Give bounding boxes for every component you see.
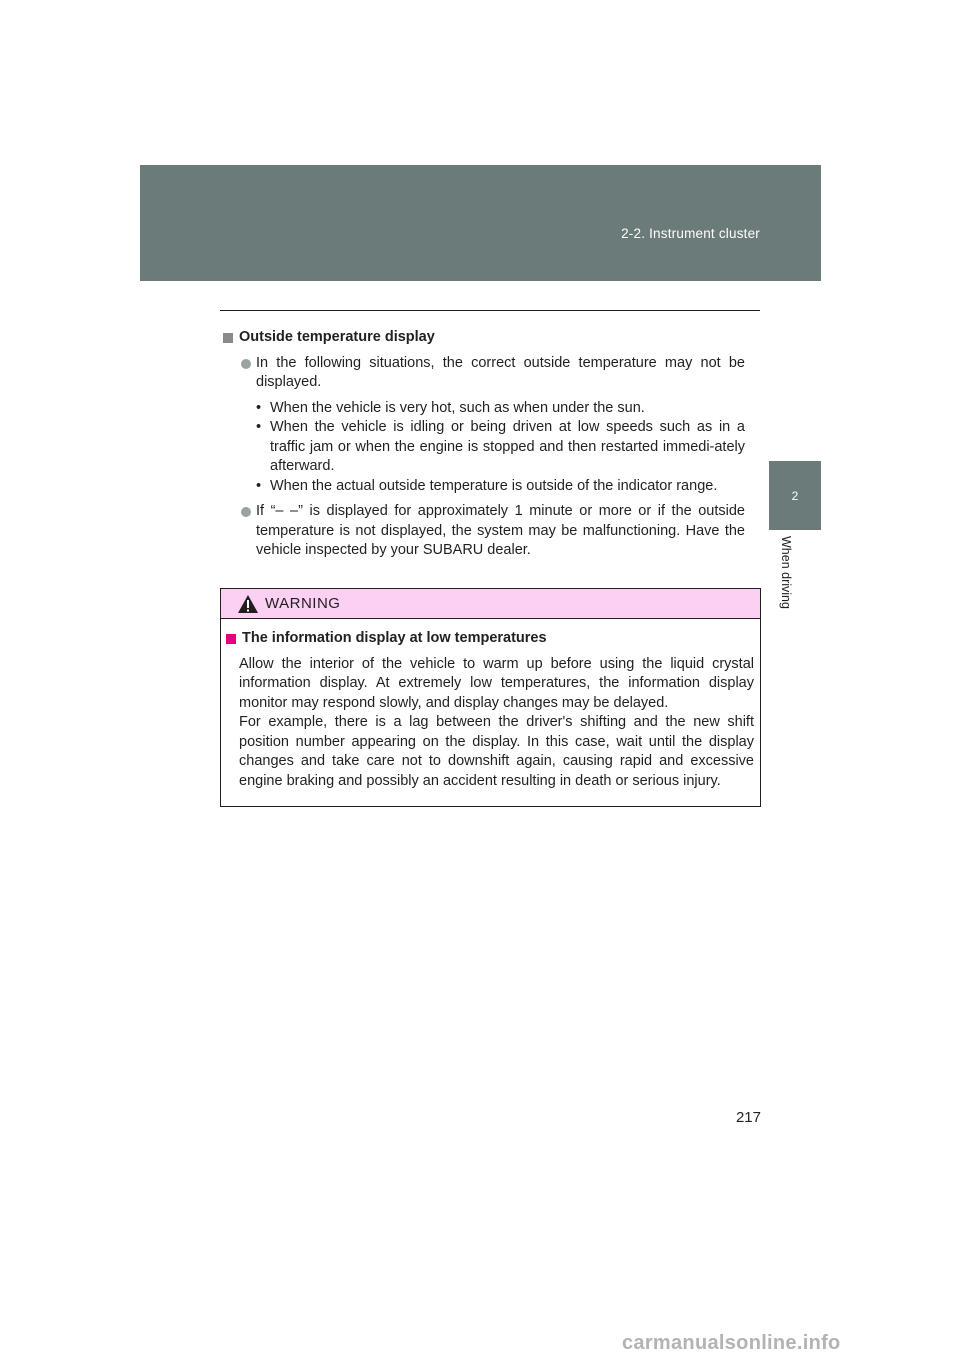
chapter-tab	[769, 461, 821, 530]
paragraph	[241, 502, 745, 561]
list-item: • When the actual outside temperature is outside of the indicator range.	[256, 477, 718, 494]
paragraph-text: If “– –” is displayed for approximately 1 minute or more or if the outside temperature is not displayed, the system may be malfunctioning. Have the vehicle inspected by your SUBARU dealer.	[256, 503, 745, 558]
warning-triangle-icon	[237, 594, 259, 614]
chapter-label: When driving	[779, 536, 793, 609]
square-bullet-icon	[223, 333, 233, 343]
warning-text: For example, there is a lag between the driver's shifting and the new shift position number appearing on the display. In this case, wait until the display changes and take care not to downshift again, causing rapid and excessive engine braking and possibly an accident resulting in death or serious injury.	[239, 714, 754, 789]
list-item: • When the vehicle is idling or being driven at low speeds such as in a traffic jam or when the engine is stopped and then restarted immedi-ately afterward.	[256, 419, 745, 474]
section-title: 2-2. Instrument cluster	[621, 226, 760, 241]
section-content	[223, 328, 745, 567]
divider	[220, 310, 760, 311]
warning-title: WARNING	[265, 595, 341, 612]
paragraph-text: In the following situations, the correct outside temperature may not be displayed.	[256, 354, 745, 390]
warning-heading-text: The information display at low temperatures	[242, 630, 547, 646]
header-band	[140, 165, 821, 281]
warning-heading	[226, 629, 754, 649]
square-bullet-icon	[226, 634, 236, 644]
warning-box	[220, 588, 761, 807]
chapter-number: 2	[791, 489, 799, 503]
paragraph	[241, 354, 745, 393]
warning-text: Allow the interior of the vehicle to warm up before using the liquid crystal information display. At extremely low temperatures, the information display monitor may respond slowly, and display changes may be delayed.	[239, 655, 754, 711]
page-number: 217	[735, 1109, 761, 1126]
warning-body	[221, 619, 760, 791]
round-bullet-icon	[241, 359, 251, 369]
section-heading-text: Outside temperature display	[239, 329, 435, 345]
watermark: carmanualsonline.info	[622, 1332, 841, 1354]
round-bullet-icon	[241, 507, 251, 517]
list-item: • When the vehicle is very hot, such as when under the sun.	[256, 399, 645, 416]
bullet-list	[256, 399, 745, 497]
section-heading	[223, 328, 745, 348]
warning-header	[221, 589, 760, 619]
